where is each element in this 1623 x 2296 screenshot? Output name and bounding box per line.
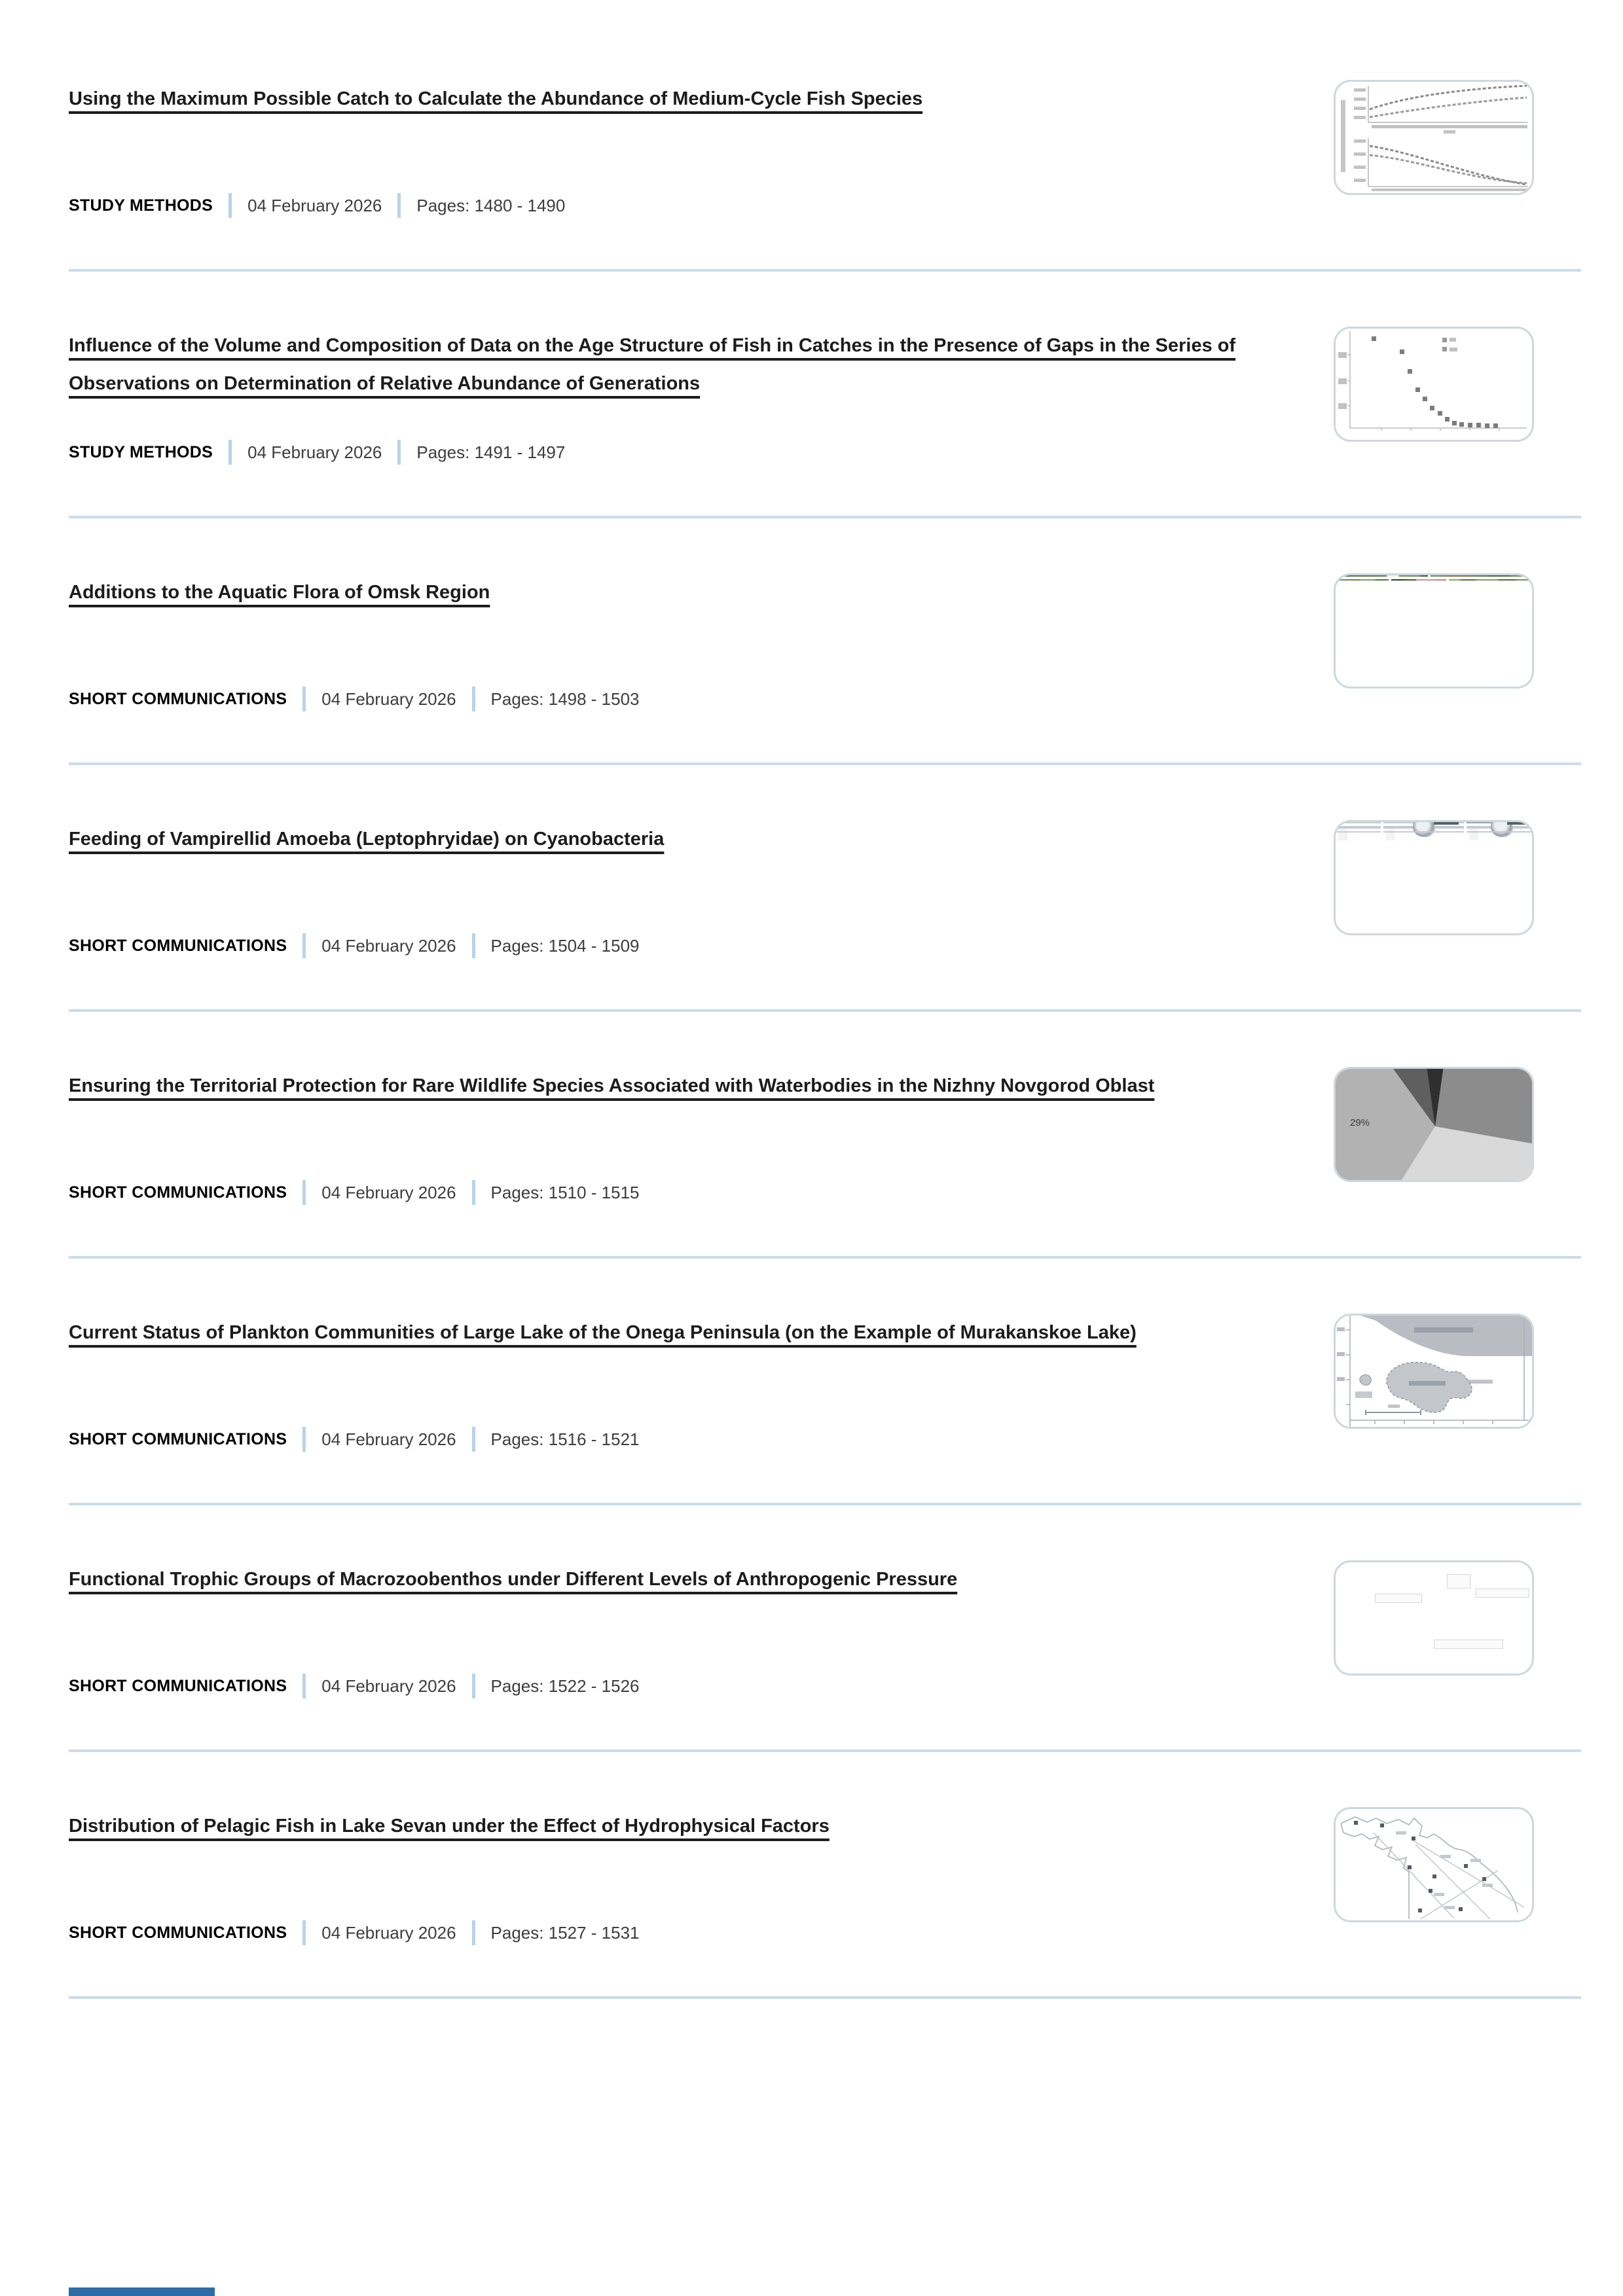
article-date: 04 February 2026: [321, 1182, 456, 1202]
article-thumbnail[interactable]: [1334, 1560, 1534, 1676]
article-text-column: [69, 327, 1334, 465]
article-category-label: SHORT COMMUNICATIONS: [69, 1676, 287, 1695]
article-category-label: SHORT COMMUNICATIONS: [69, 936, 287, 955]
article-pages: Pages: 1527 - 1531: [490, 1922, 640, 1943]
article-meta-row: [69, 193, 1281, 218]
article-meta-row: [69, 687, 1281, 711]
article-meta-row: [69, 1180, 1281, 1205]
article-title-link[interactable]: Functional Trophic Groups of Macrozoobenthos under Different Levels of Anthropogenic Pressure: [69, 1569, 958, 1590]
scatter-plot-figure: [1336, 329, 1532, 440]
article-meta-row: [69, 440, 1281, 465]
meta-divider: [228, 440, 232, 465]
article-thumbnail[interactable]: [1334, 1314, 1534, 1429]
bottom-cutoff-banner: [69, 2287, 215, 2296]
meta-divider: [472, 933, 475, 958]
meta-divider: [472, 1180, 475, 1205]
article-category-label: SHORT COMMUNICATIONS: [69, 1923, 287, 1942]
meta-divider: [472, 1427, 475, 1452]
microscopy-grid-figure: [1336, 822, 1532, 827]
article-text-column: [69, 820, 1334, 958]
article-date: 04 February 2026: [247, 195, 382, 215]
sevan-outline-map-figure: [1336, 1809, 1532, 1920]
article-pages: Pages: 1480 - 1490: [416, 195, 566, 215]
article-pages: Pages: 1491 - 1497: [416, 442, 566, 462]
article-text-column: [69, 573, 1334, 711]
meta-divider: [472, 687, 475, 711]
article-pages: Pages: 1522 - 1526: [490, 1676, 640, 1696]
article-date: 04 February 2026: [321, 1676, 456, 1696]
meta-divider: [472, 1920, 475, 1945]
article-thumbnail[interactable]: [1334, 820, 1534, 935]
article-pages: Pages: 1516 - 1521: [490, 1429, 640, 1449]
plant-photos-figure: [1336, 575, 1532, 578]
article-pages: Pages: 1504 - 1509: [490, 935, 640, 956]
article-thumbnail[interactable]: [1334, 327, 1534, 442]
article-item: [69, 518, 1581, 765]
article-date: 04 February 2026: [321, 935, 456, 956]
article-thumbnail[interactable]: [1334, 1067, 1534, 1182]
article-title-link[interactable]: Ensuring the Territorial Protection for Rare Wildlife Species Associated with Waterbodies in the Nizhny Novgorod Oblast: [69, 1075, 1155, 1096]
article-title-link[interactable]: Using the Maximum Possible Catch to Calculate the Abundance of Medium-Cycle Fish Species: [69, 88, 923, 109]
meta-divider: [302, 933, 306, 958]
article-date: 04 February 2026: [247, 442, 382, 462]
article-category-label: STUDY METHODS: [69, 442, 213, 461]
article-item: [69, 1012, 1581, 1259]
article-item: [69, 272, 1581, 518]
article-meta-row: [69, 1427, 1281, 1452]
meta-divider: [302, 1674, 306, 1698]
article-item: [69, 1505, 1581, 1752]
meta-divider: [302, 1920, 306, 1945]
pie-slice-label: 29%: [1350, 1117, 1370, 1128]
meta-divider: [472, 1674, 475, 1698]
article-meta-row: [69, 1674, 1281, 1698]
article-text-column: [69, 1560, 1334, 1698]
meta-divider: [397, 193, 401, 218]
article-thumbnail[interactable]: [1334, 80, 1534, 195]
article-text-column: [69, 1807, 1334, 1945]
article-item: [69, 1752, 1581, 1999]
article-date: 04 February 2026: [321, 689, 456, 709]
article-thumbnail[interactable]: [1334, 573, 1534, 689]
article-title-link[interactable]: Additions to the Aquatic Flora of Omsk Region: [69, 582, 490, 603]
lake-map-figure: [1336, 1316, 1532, 1427]
article-text-column: [69, 80, 1334, 218]
meta-divider: [302, 1180, 306, 1205]
article-thumbnail[interactable]: [1334, 1807, 1534, 1922]
meta-divider: [302, 1427, 306, 1452]
article-item: [69, 25, 1581, 272]
meta-divider: [228, 193, 232, 218]
article-title-link[interactable]: Influence of the Volume and Composition of Data on the Age Structure of Fish in Catches in the Presence of Gaps in the Series of Observations on Determination of Relative Abundance of Generations: [69, 335, 1236, 394]
article-pages: Pages: 1498 - 1503: [490, 689, 640, 709]
article-category-label: SHORT COMMUNICATIONS: [69, 689, 287, 708]
article-title-link[interactable]: Distribution of Pelagic Fish in Lake Sevan under the Effect of Hydrophysical Factors: [69, 1816, 830, 1837]
article-meta-row: [69, 933, 1281, 958]
article-text-column: [69, 1067, 1334, 1205]
meta-divider: [302, 687, 306, 711]
article-category-label: STUDY METHODS: [69, 196, 213, 215]
line-charts-figure: [1336, 82, 1532, 193]
article-category-label: SHORT COMMUNICATIONS: [69, 1429, 287, 1448]
article-text-column: [69, 1314, 1334, 1452]
meta-divider: [397, 440, 401, 465]
article-category-label: SHORT COMMUNICATIONS: [69, 1183, 287, 1202]
article-title-link[interactable]: Current Status of Plankton Communities of Large Lake of the Onega Peninsula (on the Example of Murakanskoe Lake): [69, 1322, 1137, 1343]
article-item: [69, 1259, 1581, 1505]
article-date: 04 February 2026: [321, 1429, 456, 1449]
article-date: 04 February 2026: [321, 1922, 456, 1943]
article-item: [69, 765, 1581, 1012]
article-pages: Pages: 1510 - 1515: [490, 1182, 640, 1202]
article-meta-row: [69, 1920, 1281, 1945]
article-title-link[interactable]: Feeding of Vampirellid Amoeba (Leptophryidae) on Cyanobacteria: [69, 829, 665, 850]
